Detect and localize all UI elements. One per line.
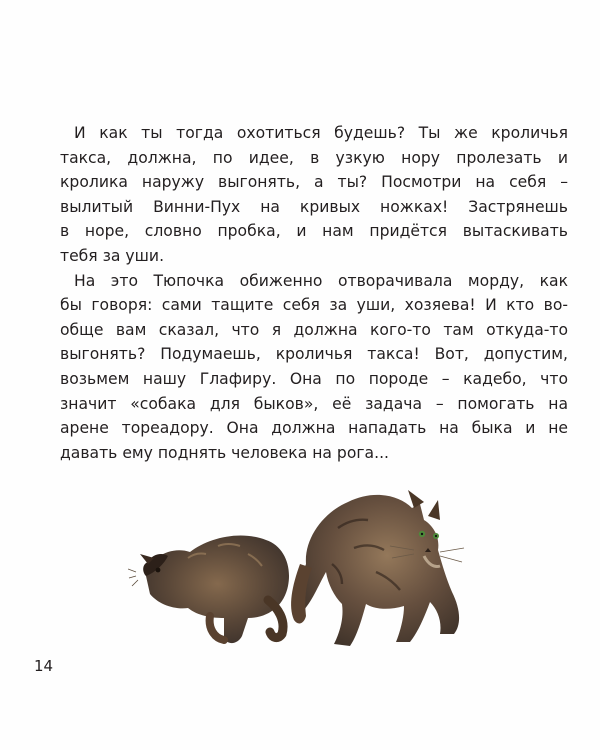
text-line: обще вам сказал, что я должна кого-то там откуда-то xyxy=(60,320,568,339)
text-line: давать ему поднять человека на рога... xyxy=(60,443,389,462)
text-line: значит «собака для быков», её задача – помогать на xyxy=(60,394,568,413)
text-line: кролика наружу выгонять, а ты? Посмотри на себя – xyxy=(60,173,568,192)
text-line: бы говоря: сами тащите себя за уши, хозяева! И кто во- xyxy=(60,296,568,315)
text-line: выгонять? Подумаешь, кроличья такса! Вот, допустим, xyxy=(60,345,568,364)
cats-illustration-icon xyxy=(128,468,484,660)
body-text xyxy=(60,121,568,465)
paragraph-1 xyxy=(60,121,568,269)
text-line: возьмем нашу Глафиру. Она по породе – кадебо, что xyxy=(60,369,568,388)
text-line: вылитый Винни-Пух на кривых ножках! Застрянешь xyxy=(60,197,568,216)
text-line: И как ты тогда охотиться будешь? Ты же кроличья xyxy=(74,124,568,142)
text-line: На это Тюпочка обиженно отворачивала морду, как xyxy=(74,271,568,290)
crouching-cat xyxy=(128,536,289,644)
text-line: такса, должна, по идее, в узкую нору пролезать и xyxy=(60,148,568,167)
page-number: 14 xyxy=(34,657,54,675)
text-line: тебя за уши. xyxy=(60,246,165,265)
paragraph-2 xyxy=(60,269,568,466)
arched-cat xyxy=(291,490,464,646)
text-line: арене тореадору. Она должна нападать на быка и не xyxy=(60,419,568,438)
text-line: в норе, словно пробка, и нам придётся вытаскивать xyxy=(60,222,568,241)
